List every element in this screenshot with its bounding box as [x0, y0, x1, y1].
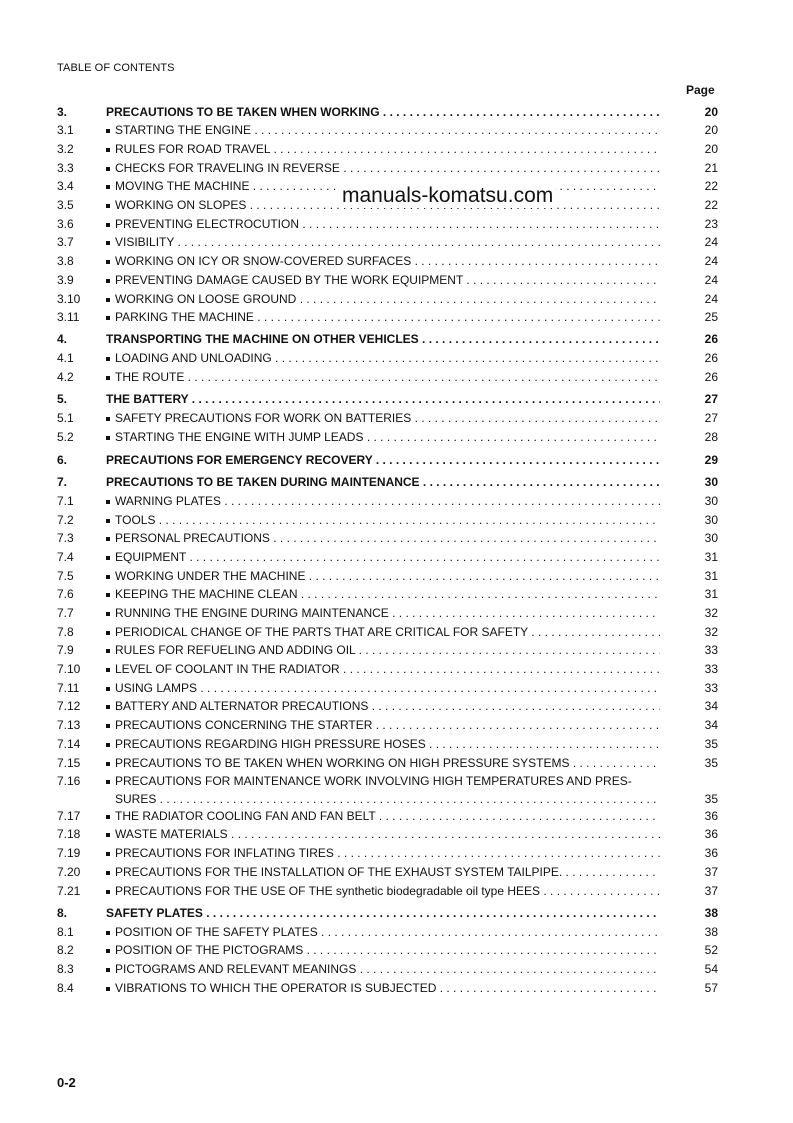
bullet-icon — [106, 537, 110, 541]
toc-entry-number: 3.10 — [57, 292, 81, 306]
toc-entry-title: RULES FOR REFUELING AND ADDING OIL . . . — [115, 641, 660, 659]
toc-entry-page: 35 — [704, 737, 718, 751]
toc-entry-title: KEEPING THE MACHINE CLEAN . . . — [115, 585, 660, 603]
toc-entry-page: 35 — [704, 756, 718, 770]
toc-entry-title: WORKING UNDER THE MACHINE . . . — [115, 567, 660, 585]
toc-section-entry — [57, 473, 718, 491]
bullet-icon — [106, 968, 110, 972]
toc-entry-title: THE BATTERY . . . — [106, 390, 660, 408]
toc-entry — [57, 140, 718, 158]
toc-entry — [57, 290, 718, 308]
toc-entry — [57, 660, 718, 678]
bullet-icon — [106, 593, 110, 597]
toc-entry-number: 7.12 — [57, 699, 81, 713]
toc-entry-title: PREVENTING DAMAGE CAUSED BY THE WORK EQUIPMENT . . . — [115, 271, 660, 289]
toc-entry-number: 8.2 — [57, 943, 74, 957]
toc-entry-number: 3.6 — [57, 217, 74, 231]
bullet-icon — [106, 931, 110, 935]
toc-entry-title: VIBRATIONS TO WHICH THE OPERATOR IS SUBJECTED . . . — [115, 979, 660, 997]
toc-entry-page: 28 — [704, 430, 718, 444]
toc-entry-number: 4. — [57, 332, 68, 346]
toc-entry-page: 24 — [704, 235, 718, 249]
bullet-icon — [106, 762, 110, 766]
bullet-icon — [106, 833, 110, 837]
toc-entry-number: 7.21 — [57, 884, 81, 898]
toc-entry-title: PRECAUTIONS FOR THE INSTALLATION OF THE EXHAUST SYSTEM TAILPIPE. . . . — [115, 863, 660, 881]
toc-entry-number: 7.13 — [57, 718, 81, 732]
toc-entry-title: PRECAUTIONS CONCERNING THE STARTER . . . — [115, 716, 660, 734]
toc-entry-number: 8.1 — [57, 925, 74, 939]
toc-entry — [57, 735, 718, 753]
toc-entry-page: 30 — [704, 475, 718, 489]
toc-entry-number: 3.1 — [57, 123, 74, 137]
toc-entry — [57, 271, 718, 289]
toc-entry-page: 30 — [704, 531, 718, 545]
toc-entry-page: 26 — [704, 351, 718, 365]
toc-entry-page: 31 — [704, 569, 718, 583]
toc-entry-title: STARTING THE ENGINE WITH JUMP LEADS . . . — [115, 428, 660, 446]
toc-entry-number: 6. — [57, 453, 68, 467]
toc-entry-title: STARTING THE ENGINE . . . — [115, 121, 660, 139]
bullet-icon — [106, 743, 110, 747]
toc-entry-page: 30 — [704, 494, 718, 508]
toc-entry-page: 22 — [704, 179, 718, 193]
toc-entry — [57, 923, 718, 941]
toc-entry-title: PREVENTING ELECTROCUTION . . . — [115, 215, 660, 233]
bullet-icon — [106, 167, 110, 171]
toc-entry-page: 36 — [704, 809, 718, 823]
bullet-icon — [106, 148, 110, 152]
toc-entry-title: PERIODICAL CHANGE OF THE PARTS THAT ARE CRITICAL FOR SAFETY . . . — [115, 623, 660, 641]
toc-entry-page: 37 — [704, 884, 718, 898]
bullet-icon — [106, 649, 110, 653]
toc-entry-page: 27 — [704, 411, 718, 425]
bullet-icon — [106, 417, 110, 421]
toc-entry-page: 31 — [704, 550, 718, 564]
toc-section-entry — [57, 390, 718, 408]
toc-entry — [57, 585, 718, 603]
toc-entry-page: 30 — [704, 513, 718, 527]
toc-entry — [57, 349, 718, 367]
bullet-icon — [106, 668, 110, 672]
toc-entry-title: MOVING THE MACHINE . . . — [115, 177, 660, 195]
toc-entry-number: 3.4 — [57, 179, 74, 193]
toc-entry-number: 3.2 — [57, 142, 74, 156]
toc-entry-number: 7.20 — [57, 865, 81, 879]
toc-entry-page: 32 — [704, 625, 718, 639]
toc-entry-title: RULES FOR ROAD TRAVEL . . . — [115, 140, 660, 158]
bullet-icon — [106, 890, 110, 894]
toc-section-entry — [57, 451, 718, 469]
toc-entry-number: 3.8 — [57, 254, 74, 268]
toc-entry-number: 7.17 — [57, 809, 81, 823]
toc-entry-number: 3.3 — [57, 161, 74, 175]
toc-section-entry — [57, 103, 718, 121]
bullet-icon — [106, 279, 110, 283]
toc-entry-title: SAFETY PRECAUTIONS FOR WORK ON BATTERIES . . . — [115, 409, 660, 427]
toc-entry-number: 7.14 — [57, 737, 81, 751]
bullet-icon — [106, 436, 110, 440]
toc-entry-page: 37 — [704, 865, 718, 879]
toc-entry-number: 7.7 — [57, 606, 74, 620]
bullet-icon — [106, 780, 110, 784]
bullet-icon — [106, 871, 110, 875]
toc-entry-title: PRECAUTIONS FOR EMERGENCY RECOVERY . . . — [106, 451, 660, 469]
toc-section-entry — [57, 330, 718, 348]
toc-entry-title: USING LAMPS . . . — [115, 679, 660, 697]
toc-entry — [57, 604, 718, 622]
toc-entry-title: PICTOGRAMS AND RELEVANT MEANINGS . . . — [115, 960, 660, 978]
toc-entry-page: 35 — [704, 792, 718, 806]
toc-entry — [57, 121, 718, 139]
toc-entry-page: 52 — [704, 943, 718, 957]
toc-entry — [57, 215, 718, 233]
toc-entry-title: WARNING PLATES . . . — [115, 492, 660, 510]
toc-entry-page: 26 — [704, 332, 718, 346]
toc-entry-title: WORKING ON LOOSE GROUND . . . — [115, 290, 660, 308]
toc-entry — [57, 409, 718, 427]
toc-entry-number: 7.10 — [57, 662, 81, 676]
toc-entry-number: 3.11 — [57, 310, 80, 324]
toc-entry-number: 7.15 — [57, 756, 81, 770]
toc-entry-page: 20 — [704, 123, 718, 137]
watermark-text: manuals-komatsu.com — [342, 184, 554, 207]
toc-entry-title: POSITION OF THE PICTOGRAMS . . . — [115, 941, 660, 959]
toc-entry — [57, 641, 718, 659]
bullet-icon — [106, 724, 110, 728]
toc-entry-page: 26 — [704, 370, 718, 384]
bullet-icon — [106, 612, 110, 616]
toc-entry-number: 7.19 — [57, 846, 81, 860]
toc-entry-title: WORKING ON SLOPES . . . — [115, 196, 660, 214]
toc-entry-page: 24 — [704, 292, 718, 306]
toc-entry — [57, 844, 718, 862]
toc-entry-number: 7.16 — [57, 774, 81, 788]
bullet-icon — [106, 575, 110, 579]
toc-entry — [57, 979, 718, 997]
toc-entry-page: 25 — [704, 310, 718, 324]
toc-entry — [57, 863, 718, 881]
toc-entry-number: 3.5 — [57, 198, 74, 212]
toc-entry-page: 27 — [704, 392, 718, 406]
bullet-icon — [106, 987, 110, 991]
toc-entry-number: 7. — [57, 475, 68, 489]
toc-entry-number: 7.8 — [57, 625, 74, 639]
toc-entry-page: 54 — [704, 962, 718, 976]
bullet-icon — [106, 316, 110, 320]
toc-entry-number: 4.2 — [57, 370, 74, 384]
toc-entry-title: PERSONAL PRECAUTIONS . . . — [115, 529, 660, 547]
toc-entry — [57, 529, 718, 547]
bullet-icon — [106, 241, 110, 245]
toc-entry — [57, 825, 718, 843]
document-header: TABLE OF CONTENTS — [57, 62, 175, 74]
toc-entry — [57, 882, 718, 900]
toc-entry — [57, 428, 718, 446]
toc-entry-page: 22 — [704, 198, 718, 212]
toc-entry-page: 38 — [704, 906, 718, 920]
toc-entry-page: 31 — [704, 587, 718, 601]
toc-entry-title: PRECAUTIONS TO BE TAKEN DURING MAINTENANCE . . . — [106, 473, 660, 491]
toc-entry-page: 24 — [704, 273, 718, 287]
toc-entry-number: 3.7 — [57, 235, 74, 249]
bullet-icon — [106, 376, 110, 380]
toc-entry-page: 38 — [704, 925, 718, 939]
toc-entry-number: 3.9 — [57, 273, 74, 287]
toc-entry-number: 8. — [57, 906, 68, 920]
bullet-icon — [106, 631, 110, 635]
toc-entry — [57, 941, 718, 959]
toc-entry-number: 5. — [57, 392, 68, 406]
bullet-icon — [106, 260, 110, 264]
toc-entry-page: 34 — [704, 718, 718, 732]
bullet-icon — [106, 298, 110, 302]
toc-entry-page: 33 — [704, 681, 718, 695]
toc-entry-number: 7.11 — [57, 681, 80, 695]
toc-entry-title: TRANSPORTING THE MACHINE ON OTHER VEHICLES . . . — [106, 330, 660, 348]
bullet-icon — [106, 519, 110, 523]
toc-entry — [57, 548, 718, 566]
toc-entry-title: PRECAUTIONS TO BE TAKEN WHEN WORKING ON HIGH PRESSURE SYSTEMS . . . — [115, 754, 660, 772]
toc-entry-number: 7.9 — [57, 643, 74, 657]
toc-entry-title: BATTERY AND ALTERNATOR PRECAUTIONS . . . — [115, 697, 660, 715]
toc-entry — [57, 368, 718, 386]
toc-entry-title: VISIBILITY . . . — [115, 233, 660, 251]
toc-entry-number: 8.4 — [57, 981, 74, 995]
bullet-icon — [106, 223, 110, 227]
toc-entry-number: 4.1 — [57, 351, 74, 365]
toc-entry — [57, 252, 718, 270]
bullet-icon — [106, 815, 110, 819]
toc-entry-title: LEVEL OF COOLANT IN THE RADIATOR . . . — [115, 660, 660, 678]
toc-entry-title: PRECAUTIONS TO BE TAKEN WHEN WORKING . . . — [106, 103, 660, 121]
toc-entry-number: 5.2 — [57, 430, 74, 444]
toc-entry-title: PRECAUTIONS FOR MAINTENANCE WORK INVOLVING HIGH TEMPERATURES AND PRES- — [115, 774, 632, 788]
toc-entry — [57, 511, 718, 529]
toc-entry — [57, 492, 718, 510]
toc-entry-title: TOOLS . . . — [115, 511, 660, 529]
bullet-icon — [106, 852, 110, 856]
page-number: 0-2 — [57, 1075, 76, 1090]
toc-entry-page: 34 — [704, 699, 718, 713]
toc-entry — [57, 754, 718, 772]
toc-entry-title: PARKING THE MACHINE . . . — [115, 308, 660, 326]
toc-entry-title: THE ROUTE . . . — [115, 368, 660, 386]
toc-entry-title: LOADING AND UNLOADING . . . — [115, 349, 660, 367]
toc-entry-number: 7.2 — [57, 513, 74, 527]
toc-entry-page: 33 — [704, 643, 718, 657]
toc-entry — [57, 807, 718, 825]
toc-entry-title: PRECAUTIONS REGARDING HIGH PRESSURE HOSES . . . — [115, 735, 660, 753]
toc-entry-page: 36 — [704, 846, 718, 860]
toc-entry-number: 7.1 — [57, 494, 74, 508]
toc-entry-page: 21 — [704, 161, 718, 175]
toc-entry-title: EQUIPMENT . . . — [115, 548, 660, 566]
toc-entry-title: PRECAUTIONS FOR THE USE OF THE synthetic biodegradable oil type HEES . . . — [115, 882, 660, 900]
toc-entry-number: 7.3 — [57, 531, 74, 545]
toc-entry — [57, 716, 718, 734]
toc-entry-title: CHECKS FOR TRAVELING IN REVERSE . . . — [115, 159, 660, 177]
toc-entry-number: 8.3 — [57, 962, 74, 976]
toc-entry-title: WASTE MATERIALS . . . — [115, 825, 660, 843]
toc-entry-title: RUNNING THE ENGINE DURING MAINTENANCE . . . — [115, 604, 660, 622]
toc-entry — [57, 772, 718, 808]
bullet-icon — [106, 500, 110, 504]
toc-entry — [57, 159, 718, 177]
bullet-icon — [106, 556, 110, 560]
toc-entry-title-continuation: SURES . . . — [115, 790, 660, 808]
toc-entry-page: 23 — [704, 217, 718, 231]
bullet-icon — [106, 129, 110, 133]
toc-entry-page: 24 — [704, 254, 718, 268]
bullet-icon — [106, 204, 110, 208]
toc-entry — [57, 623, 718, 641]
toc-entry — [57, 960, 718, 978]
toc-section-entry — [57, 904, 718, 922]
toc-entry-title: PRECAUTIONS FOR INFLATING TIRES . . . — [115, 844, 660, 862]
toc-entry — [57, 567, 718, 585]
toc-entry-page: 57 — [704, 981, 718, 995]
page-column-label: Page — [686, 83, 715, 97]
toc-entry-number: 7.4 — [57, 550, 74, 564]
toc-entry — [57, 308, 718, 326]
bullet-icon — [106, 687, 110, 691]
toc-entry-title: WORKING ON ICY OR SNOW-COVERED SURFACES . . . — [115, 252, 660, 270]
toc-entry-title: POSITION OF THE SAFETY PLATES . . . — [115, 923, 660, 941]
bullet-icon — [106, 949, 110, 953]
toc-entry — [57, 233, 718, 251]
bullet-icon — [106, 705, 110, 709]
bullet-icon — [106, 357, 110, 361]
toc-entry-title: THE RADIATOR COOLING FAN AND FAN BELT . . . — [115, 807, 660, 825]
toc-entry-page: 32 — [704, 606, 718, 620]
toc-entry-page: 20 — [704, 105, 718, 119]
toc-entry — [57, 697, 718, 715]
toc-entry-page: 20 — [704, 142, 718, 156]
toc-entry — [57, 679, 718, 697]
bullet-icon — [106, 185, 110, 189]
toc-entry-page: 29 — [704, 453, 718, 467]
toc-entry-number: 7.18 — [57, 827, 81, 841]
toc-entry-number: 7.5 — [57, 569, 74, 583]
toc-entry-number: 3. — [57, 105, 68, 119]
toc-entry-page: 36 — [704, 827, 718, 841]
toc-entry-number: 5.1 — [57, 411, 74, 425]
toc-entry-title: SAFETY PLATES . . . — [106, 904, 660, 922]
toc-entry-number: 7.6 — [57, 587, 74, 601]
toc-entry-page: 33 — [704, 662, 718, 676]
